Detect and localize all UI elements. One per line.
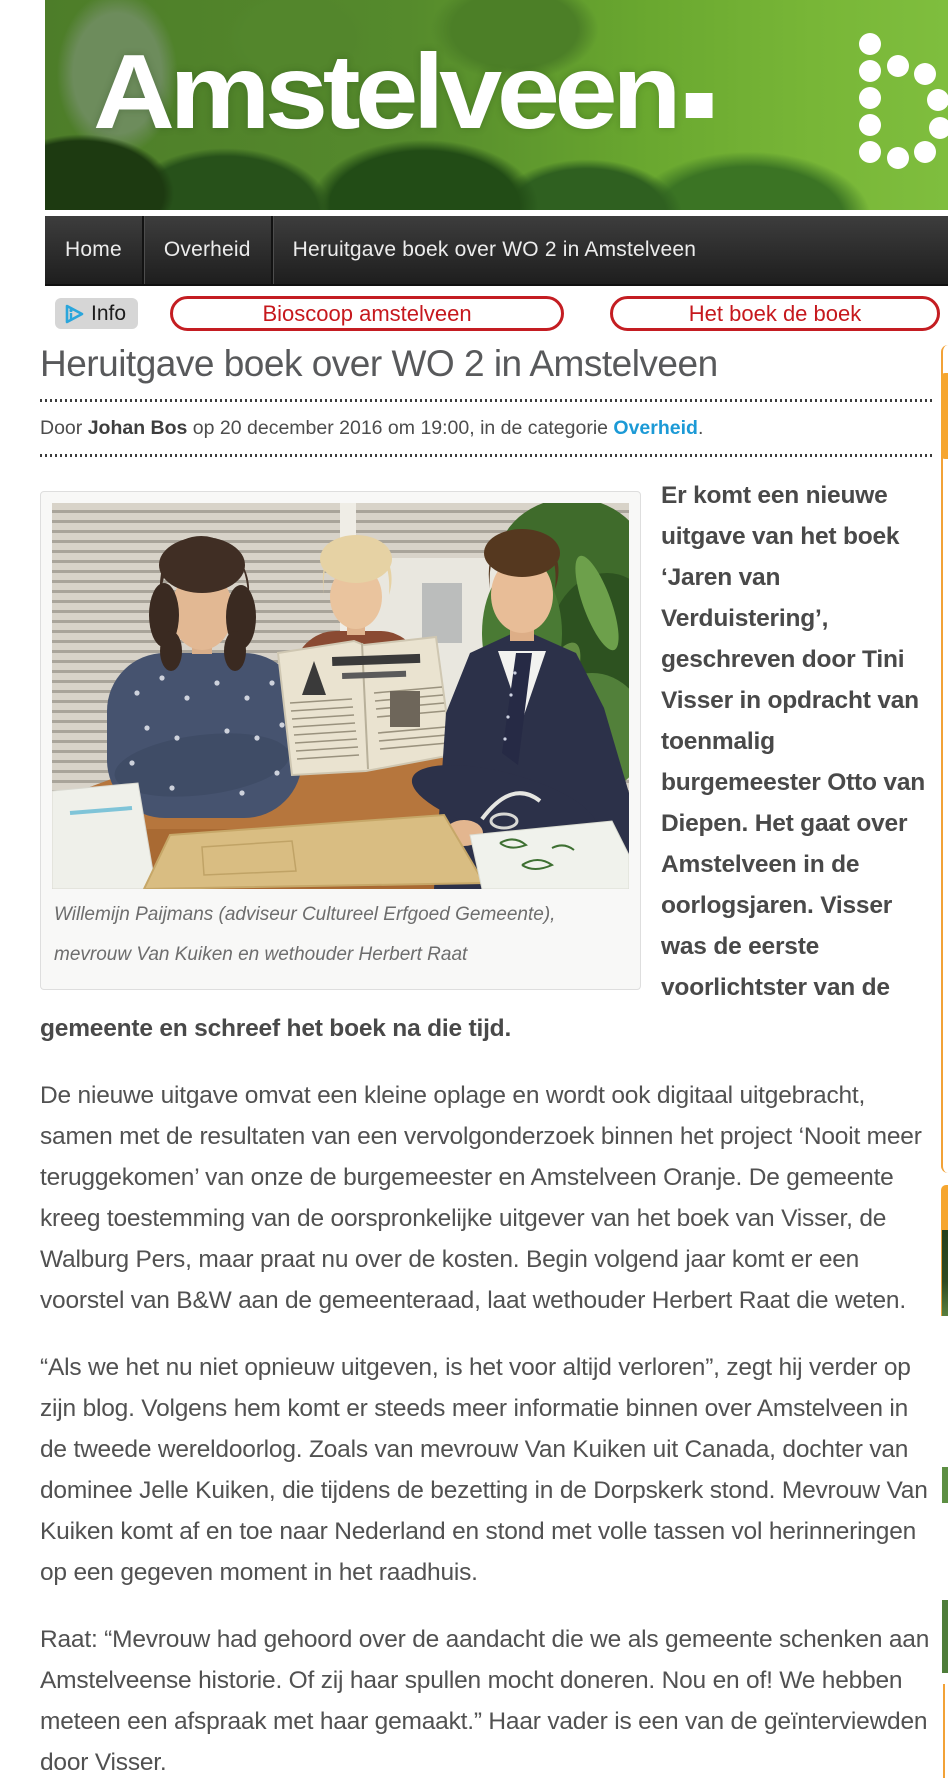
article-paragraph-1: De nieuwe uitgave omvat een kleine oplage en wordt ook digitaal uitgebracht, samen met de resultaten van een vervolgonderzoek binnen het project ‘Nooit meer teruggekomen’ van onze de burgemeester en Amstelveen Oranje. De gemeente kreeg toestemming van de oorspronkelijke uitgever van het boek van Visser, de Walburg Pers, maar praat nu over de kosten. Begin volgend jaar komt er een voorstel van B&W aan de gemeenteraad, laat wethouder Herbert Raat die weten.	[40, 1082, 922, 1315]
dotted-divider	[40, 454, 933, 457]
site-logo[interactable]	[93, 34, 713, 151]
ad-row	[55, 296, 940, 331]
adchoices-info-label: Info	[91, 301, 127, 325]
dotted-divider	[40, 399, 933, 402]
ad-link-bioscoop-label: Bioscoop amstelveen	[262, 300, 472, 326]
site-logo-period	[686, 93, 713, 118]
adchoices-info-button[interactable]	[55, 298, 138, 329]
byline-author: Johan Bos	[87, 417, 188, 440]
ad-link-het-boek-label: Het boek de boek	[688, 300, 862, 326]
ad-link-het-boek[interactable]	[610, 296, 940, 331]
article-lead: Er komt een nieuwe uitgave van het boek ‘Jaren van Verduistering’, geschreven door Tini Visser in opdracht van toenmalig burgemeester Otto van Diepen. Het gaat over Amstelveen in de oorlogsjaren. Visser was de eerste voorlichtster van de gemeente en schreef het boek na die tijd.	[40, 482, 926, 1043]
right-rail-image-sliver	[942, 1467, 948, 1503]
right-rail-ad-sliver-box[interactable]	[941, 345, 948, 1173]
nav-item-overheid[interactable]: Overheid	[163, 238, 251, 261]
byline-suffix: .	[697, 417, 704, 440]
photo-caption-line1: Willemijn Paijmans (adviseur Cultureel Erfgoed Gemeente),	[54, 904, 556, 926]
right-rail-ad-border-sliver	[943, 1684, 945, 1778]
site-logo-text: Amstelveen	[93, 33, 677, 151]
article-paragraph-3: Raat: “Mevrouw had gehoord over de aandacht die we als gemeente schenken aan Amstelveense historie. Of zij haar spullen mocht doneren. Nou en of! We hebben meteen een afspraak met haar gemaakt.” Haar vader is een van de geïnterviewden door Visser.	[40, 1626, 930, 1777]
byline-prefix: Door	[40, 417, 88, 440]
byline	[40, 415, 948, 441]
article-paragraph-2: “Als we het nu niet opnieuw uitgeven, is het voor altijd verloren”, zegt hij verder op zijn blog. Volgens hem komt er steeds meer informatie binnen over Amstelveen in de tweede wereldoorlog. Zoals van mevrouw Van Kuiken uit Canada, dochter van dominee Jelle Kuiken, die tijdens de bezetting in de Dorpskerk stond. Mevrouw Van Kuiken komt af en toe naar Nederland en stond met volle tassen vol herinneringen op een gegeven moment in het raadhuis.	[40, 1354, 928, 1587]
byline-middle: op 20 december 2016 om 19:00, in de categorie	[187, 417, 614, 440]
logo-dotted-letter-b-icon	[822, 22, 948, 192]
right-rail-ad-sliver-image[interactable]	[941, 1230, 948, 1316]
article-figure	[40, 491, 641, 990]
main-nav	[45, 216, 948, 286]
right-rail-ad-sliver-header[interactable]	[941, 1185, 948, 1230]
nav-item-home[interactable]: Home	[65, 238, 122, 261]
site-banner	[45, 0, 948, 210]
right-rail-image-sliver	[942, 1600, 948, 1673]
article-body	[40, 475, 940, 1783]
category-link[interactable]: Overheid	[613, 417, 698, 440]
photo-caption-line2: mevrouw Van Kuiken en wethouder Herbert Raat	[54, 943, 468, 965]
page-title: Heruitgave boek over WO 2 in Amstelveen	[40, 343, 718, 384]
photo-caption	[52, 901, 629, 969]
article-photo	[52, 503, 629, 889]
adchoices-icon	[63, 303, 85, 325]
right-rail-ad-sliver-accent[interactable]	[941, 373, 948, 459]
nav-item-current-article[interactable]: Heruitgave boek over WO 2 in Amstelveen	[292, 238, 697, 261]
ad-link-bioscoop[interactable]	[170, 296, 564, 331]
